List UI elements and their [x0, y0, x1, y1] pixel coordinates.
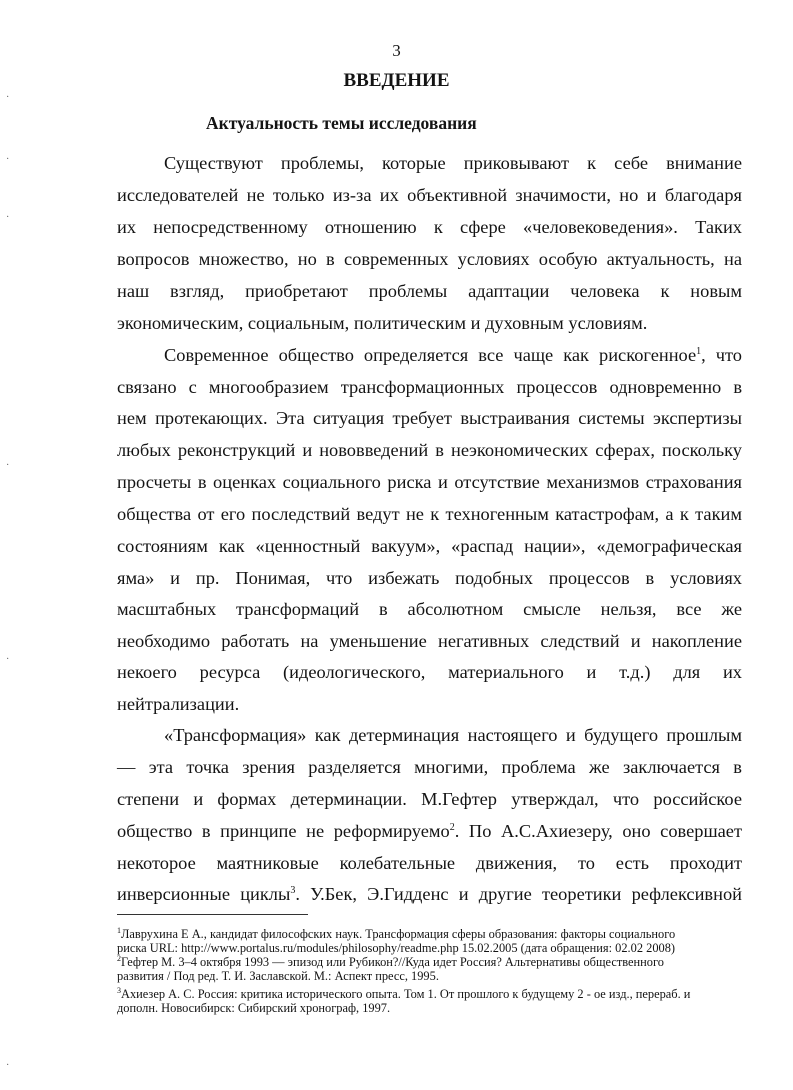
footnote-ref: 2	[449, 822, 455, 833]
footnote-2	[117, 955, 757, 969]
paragraph-line: состояниям как «ценностный вакуум», «распад нации», «демографическая	[117, 536, 742, 556]
paragraph-line: яма» и пр. Понимая, что избежать подобных процессов в условиях	[117, 568, 742, 588]
footnote-ref: 1	[696, 346, 702, 357]
line-text: . У.Бек, Э.Гидденс и другие теоретики рефлексивной	[295, 884, 742, 904]
paragraph-line: их непосредственному отношению к сфере «человековедения». Таких	[117, 217, 742, 237]
paragraph-line: Существуют проблемы, которые приковывают к себе внимание	[164, 153, 742, 173]
paragraph-line	[117, 883, 742, 905]
paragraph-line: исследователей не только из-за их объективной значимости, но и благодаря	[117, 185, 742, 205]
footnote-number: 3	[117, 986, 121, 995]
paragraph-line: необходимо работать на уменьшение негативных следствий и накопление	[117, 631, 742, 651]
footnote-1	[117, 927, 757, 941]
paragraph-line: некоторое маятниковые колебательные движения, то есть проходит	[117, 853, 742, 873]
footnote-text: Ахиезер А. С. Россия: критика исторического опыта. Том 1. От прошлого к будущему 2 - ое изд., перераб. и	[121, 987, 691, 1001]
footnote-divider	[117, 914, 308, 915]
scan-speck: ·	[6, 92, 10, 103]
paragraph-line: любых реконструкций и нововведений в неэкономических сферах, поскольку	[117, 440, 742, 460]
footnote-1-cont: риска URL: http://www.portalus.ru/modules/philosophy/readme.php 15.02.2005 (дата обращения: 02.02 2008)	[117, 941, 676, 955]
paragraph-line: общества от его последствий ведут не к техногенным катастрофам, а к таким	[117, 504, 742, 524]
paragraph-line: — эта точка зрения разделяется многими, проблема же заключается в	[117, 757, 742, 777]
paragraph-line: просчеты в оценках социального риска и отсутствие механизмов страхования	[117, 472, 742, 492]
paragraph-line: наш взгляд, приобретают проблемы адаптации человека к новым	[117, 281, 742, 301]
footnote-2-cont: развития / Под ред. Т. И. Заславской. М.: Аспект пресс, 1995.	[117, 969, 439, 983]
footnote-number: 1	[117, 926, 121, 935]
scan-speck: ·	[6, 1060, 10, 1071]
paragraph-line	[164, 344, 742, 366]
paragraph-line: нем протекающих. Эта ситуация требует выстраивания системы экспертизы	[117, 408, 742, 428]
paragraph-line: масштабных трансформаций в абсолютном смысле нельзя, все же	[117, 599, 742, 619]
scan-speck: ·	[6, 654, 10, 665]
paragraph-line: некоего ресурса (идеологического, материального и т.д.) для их	[117, 662, 742, 682]
line-text: . По А.С.Ахиезеру, оно совершает	[454, 821, 742, 841]
scan-speck: ·	[6, 212, 10, 223]
line-text: Современное общество определяется все чаще как рискогенное	[164, 345, 697, 365]
line-text: инверсионные циклы	[117, 884, 291, 904]
paragraph-line	[117, 820, 742, 842]
footnote-3	[117, 987, 757, 1001]
page-number: 3	[392, 41, 401, 60]
footnote-text: Лаврухина Е А., кандидат философских наук. Трансформация сферы образования: факторы социального	[121, 927, 676, 941]
footnote-3-cont: дополн. Новосибирск: Сибирский хронограф, 1997.	[117, 1001, 391, 1015]
line-text: , что	[701, 345, 742, 365]
footnote-text: Гефтер М. 3–4 октября 1993 — эпизод или Рубикон?//Куда идет Россия? Альтернативы общественного	[121, 955, 664, 969]
footnote-number: 2	[117, 954, 121, 963]
paragraph-line: степени и формах детерминации. М.Гефтер утверждал, что российское	[117, 789, 742, 809]
paragraph-line: «Трансформация» как детерминация настоящего и будущего прошлым	[164, 725, 742, 745]
chapter-title: ВВЕДЕНИЕ	[343, 70, 450, 91]
paragraph-line: экономическим, социальным, политическим и духовным условиям.	[117, 313, 648, 333]
scan-speck: ·	[6, 460, 10, 471]
footnote-ref: 3	[290, 885, 296, 896]
scan-speck: ·	[6, 154, 10, 165]
section-title: Актуальность темы исследования	[206, 113, 477, 133]
line-text: общество в принципе не реформируемо	[117, 821, 450, 841]
paragraph-line: связано с многообразием трансформационных процессов одновременно в	[117, 377, 742, 397]
paragraph-line: вопросов множество, но в современных условиях особую актуальность, на	[117, 249, 742, 269]
paragraph-line: нейтрализации.	[117, 694, 240, 714]
